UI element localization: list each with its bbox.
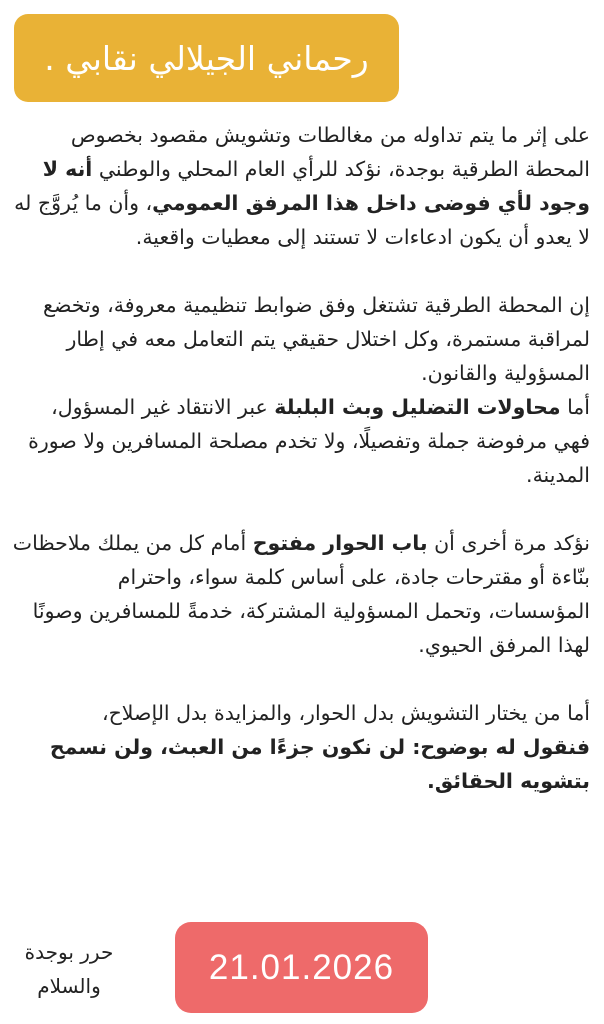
paragraph-5 bbox=[12, 696, 590, 798]
date-badge bbox=[175, 922, 428, 1013]
paragraph-2: إن المحطة الطرقية تشتغل وفق ضوابط تنظيمية معروفة، وتخضع لمراقبة مستمرة، وكل اختلال حقيقي يتم التعامل معه في إطار المسؤولية والقانون. bbox=[43, 293, 590, 385]
signature-line-1: حرر بوجدة bbox=[24, 940, 114, 964]
signature-line-2: والسلام bbox=[37, 974, 101, 998]
paragraph-5-bold: فنقول له بوضوح: لن نكون جزءًا من العبث، ولن نسمح بتشويه الحقائق. bbox=[49, 735, 590, 793]
paragraph-4-text-a: نؤكد مرة أخرى أن bbox=[427, 531, 590, 555]
paragraph-1-text-b: ، وأن ما يُروَّج له لا يعدو أن يكون ادعاءات لا تستند إلى معطيات واقعية. bbox=[14, 191, 590, 249]
paragraph-spacer bbox=[12, 492, 590, 526]
paragraph-spacer bbox=[12, 662, 590, 696]
paragraph-spacer bbox=[12, 254, 590, 288]
paragraph-3 bbox=[12, 390, 590, 492]
paragraph-4 bbox=[12, 526, 590, 662]
paragraph-1 bbox=[12, 118, 590, 254]
paragraph-3-bold: محاولات التضليل وبث البلبلة bbox=[274, 395, 561, 419]
statement-body bbox=[12, 118, 590, 798]
paragraph-3-text-b: عبر الانتقاد غير المسؤول، فهي مرفوضة جملة وتفصيلًا، ولا تخدم مصلحة المسافرين ولا صورة المدينة. bbox=[28, 395, 590, 487]
paragraph-1-bold: أنه لا وجود لأي فوضى داخل هذا المرفق العمومي bbox=[42, 157, 590, 215]
paragraph-5-text-a: أما من يختار التشويش بدل الحوار، والمزايدة بدل الإصلاح، bbox=[101, 701, 590, 725]
date-value: 21.01.2026 bbox=[208, 947, 395, 987]
paragraph-4-text-b: أمام كل من يملك ملاحظات بنّاءة أو مقترحات جادة، على أساس كلمة سواء، واحترام المؤسسات، وتحمل المسؤولية المشتركة، خدمةً للمسافرين وصونًا لهذا المرفق الحيوي. bbox=[12, 531, 590, 657]
signature-block bbox=[4, 935, 134, 1003]
paragraph-1-text-a: على إثر ما يتم تداوله من مغالطات وتشويش مقصود بخصوص المحطة الطرقية بوجدة، نؤكد للرأي العام المحلي والوطني bbox=[70, 123, 590, 181]
paragraph-4-bold: باب الحوار مفتوح bbox=[252, 531, 428, 555]
author-title: رحماني الجيلالي نقابي . bbox=[44, 38, 369, 78]
author-title-badge bbox=[14, 14, 399, 102]
paragraph-3-text-a: أما bbox=[560, 395, 590, 419]
